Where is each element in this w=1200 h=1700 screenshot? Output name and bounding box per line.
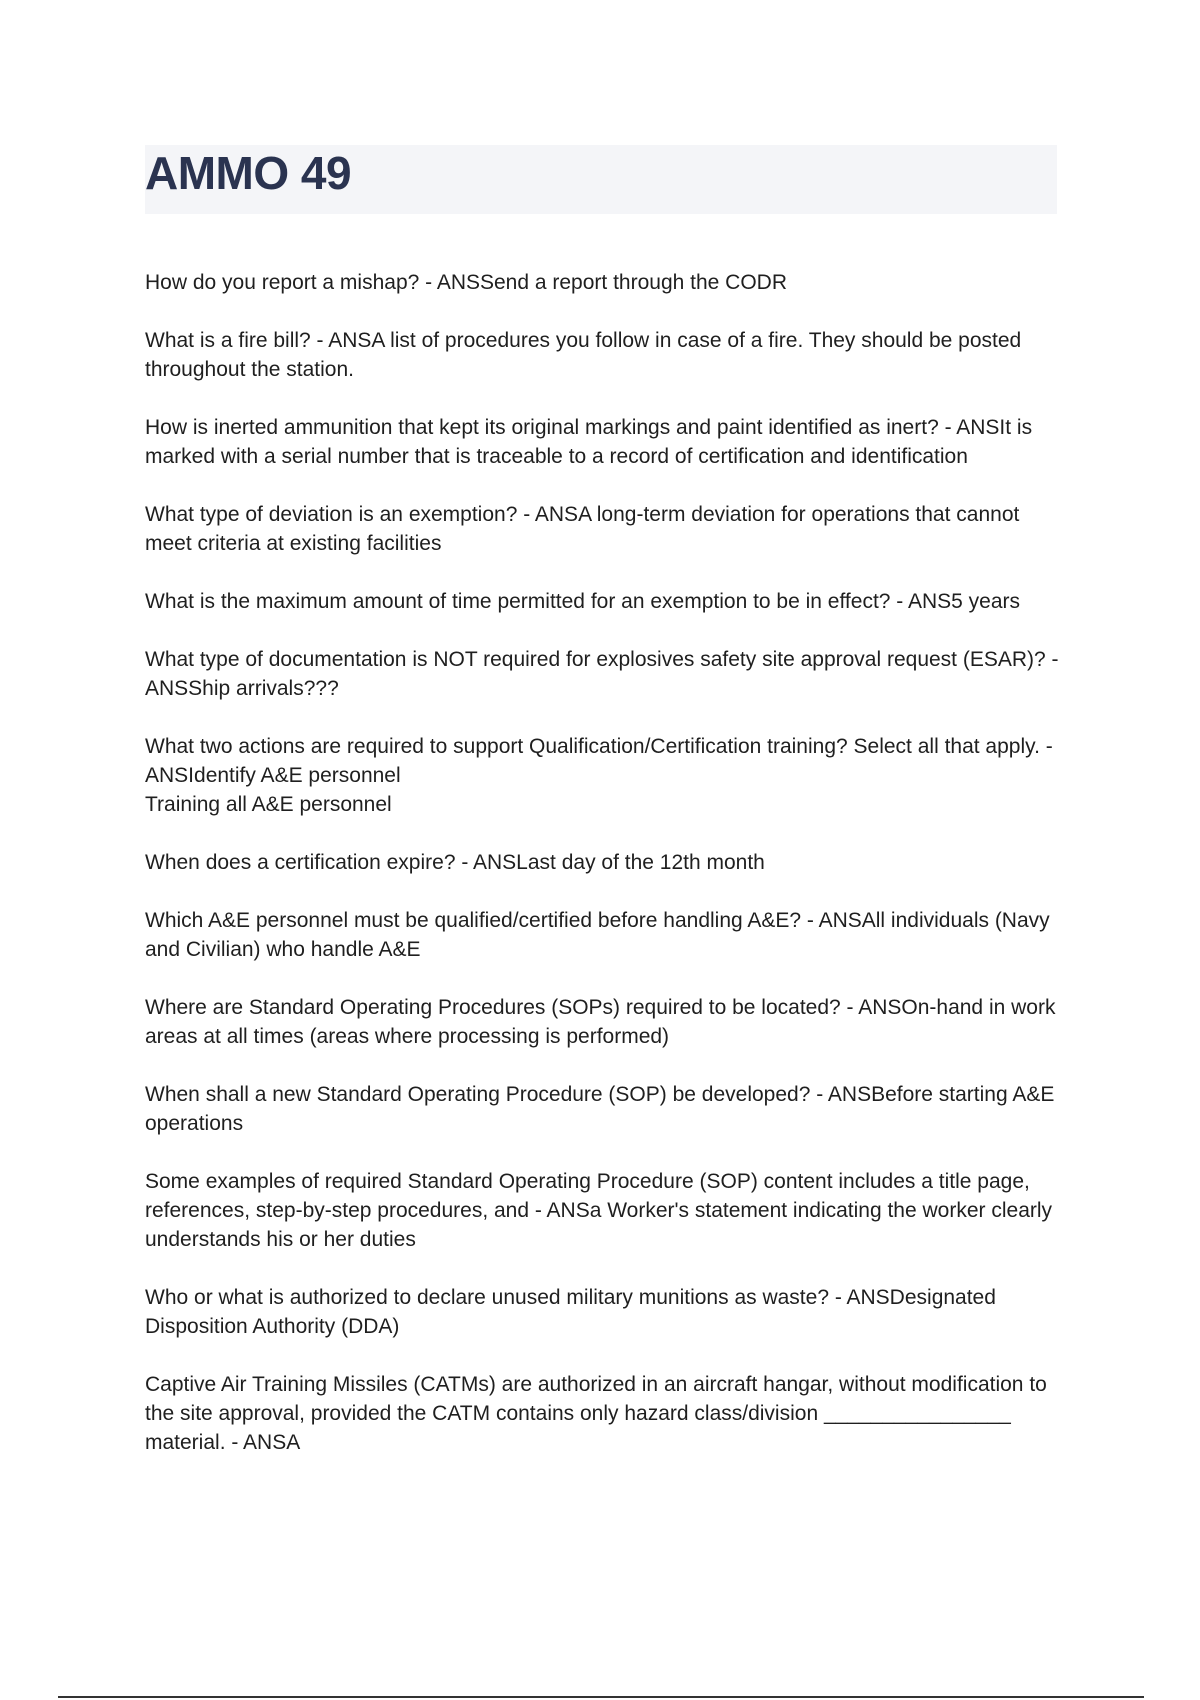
qa-item: What type of documentation is NOT required for explosives safety site approval request (ESAR)? - ANSShip arrivals??? <box>145 648 1064 700</box>
qa-item: What two actions are required to support Qualification/Certification training? Select all that apply. - ANSIdentify A&E personnel Training all A&E personnel <box>145 735 1053 816</box>
qa-list <box>145 268 1063 1486</box>
qa-item: Where are Standard Operating Procedures (SOPs) required to be located? - ANSOn-hand in work areas at all times (areas where processing is performed) <box>145 996 1062 1048</box>
qa-item: When does a certification expire? - ANSLast day of the 12th month <box>145 851 765 874</box>
qa-item: When shall a new Standard Operating Procedure (SOP) be developed? - ANSBefore starting A&E operations <box>145 1083 1061 1135</box>
qa-item: What type of deviation is an exemption? - ANSA long-term deviation for operations that cannot meet criteria at existing facilities <box>145 503 1026 555</box>
qa-item: What is the maximum amount of time permitted for an exemption to be in effect? - ANS5 years <box>145 590 1021 613</box>
footer-divider <box>58 1696 1144 1698</box>
qa-item: What is a fire bill? - ANSA list of procedures you follow in case of a fire. They should be posted throughout the station. <box>145 329 1028 381</box>
qa-item: How do you report a mishap? - ANSSend a report through the CODR <box>145 271 787 294</box>
qa-item: Captive Air Training Missiles (CATMs) are authorized in an aircraft hangar, without modification to the site approval, provided the CATM contains only hazard class/division ________________ material. - ANSA <box>145 1373 1053 1454</box>
qa-item: Who or what is authorized to declare unused military munitions as waste? - ANSDesignated Disposition Authority (DDA) <box>145 1286 1002 1338</box>
qa-item: Which A&E personnel must be qualified/certified before handling A&E? - ANSAll individuals (Navy and Civilian) who handle A&E <box>145 909 1056 961</box>
qa-item: Some examples of required Standard Operating Procedure (SOP) content includes a title page, references, step-by-step procedures, and - ANSa Worker's statement indicating the worker clearly understands his or her duties <box>145 1170 1058 1251</box>
page-title: AMMO 49 <box>145 147 352 199</box>
qa-item: How is inerted ammunition that kept its original markings and paint identified as inert? - ANSIt is marked with a serial number that is traceable to a record of certification and identification <box>145 416 1038 468</box>
